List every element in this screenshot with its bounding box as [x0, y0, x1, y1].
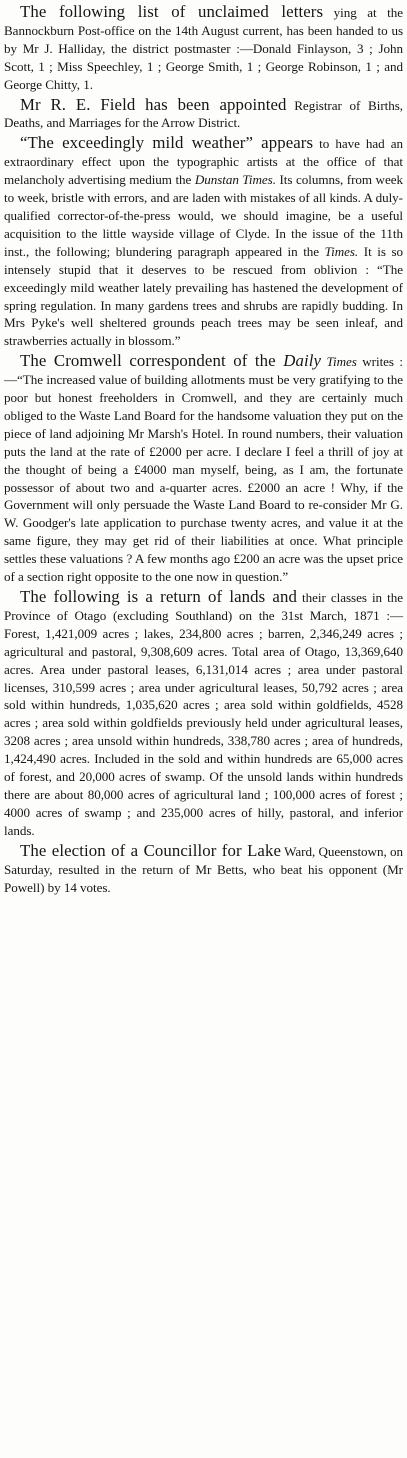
paragraph-cromwell-correspondent — [4, 352, 403, 586]
paragraph-body: Ward, Queenstown, on Saturday, resulted in the return of Mr Betts, who beat his opponent (Mr Powell) by 14 votes. — [4, 843, 403, 895]
paragraph-registrar-appointment — [4, 96, 403, 133]
paragraph-lead: Mr R. E. Field has been appointed — [20, 94, 287, 114]
paragraph-lead: The election of a Councillor for Lake — [20, 840, 282, 860]
paragraph-councillor-election — [4, 842, 403, 897]
paragraph-lead: The following is a return of lands and — [20, 587, 297, 606]
newspaper-title-italic: Times — [326, 354, 357, 370]
paragraph-unclaimed-letters — [4, 3, 403, 94]
paragraph-mild-weather — [4, 134, 403, 350]
paragraph-otago-land-return — [4, 588, 403, 840]
paragraph-body: Registrar of Births, Deaths, and Marriages for the Arrow District. — [4, 97, 403, 131]
paragraph-body: their classes in the Province of Otago (excluding Southland) on the 31st March, 1871 :—Forest, 1,421,009 acres ; lakes, 234,800 acres ; barren, 2,346,249 acres ; agricultural and pastoral, 9,308,609 acres. Total area of Otago, 13,369,640 acres. Area under pastoral leases, 6,131,014 acres ; area under pastoral licenses, 310,599 acres ; area under agricultural leases, 50,792 acres ; area sold within hundreds, 1,035,620 acres ; area sold within goldfields, 4528 acres ; area sold within goldfields previously held under agricultural leases, 3208 acres ; area unsold within hundreds, 338,780 acres ; area of hundreds, 1,424,490 acres. Included in the sold and within hundreds are 65,000 acres of forest, and 20,000 acres of swamp. Of the unsold lands within hundreds there are about 80,000 acres of agricultural land ; 100,000 acres of forest ; 4000 acres of swamp ; and 235,000 acres of hilly, pastoral, and inferior lands. — [4, 590, 403, 838]
paragraph-body: to have had an extraordinary effect upon the typographic artists at the office of that melancholy advertising medium the — [4, 136, 403, 188]
paragraph-body: ying at the Bannockburn Post-office on the 14th August current, has been handed to us by Mr J. Halliday, the district postmaster :—Donald Finlayson, 3 ; John Scott, 1 ; Miss Speechley, 1 ; George Smith, 1 ; George Robinson, 1 ; and George Chitty, 1. — [4, 5, 403, 92]
newspaper-title-italic: Times. — [324, 243, 359, 259]
paragraph-body: It is so intensely stupid that it deserves to be rescued from oblivion : “The exceedingly mild weather lately prevailing has hastened the development of spring regulation. In many gardens trees and shrubs are rapidly budding. In Mrs Pyke's well sheltered grounds peach trees may be seen inleaf, and strawberries actually in blossom.” — [4, 243, 403, 349]
newspaper-title-italic: Dunstan Times. — [194, 172, 276, 188]
paragraph-lead: The Cromwell correspondent of the — [20, 351, 284, 371]
paragraph-lead: The following list of unclaimed letters — [20, 2, 324, 21]
paragraph-body: Its columns, from week to week, bristle with errors, and are laden with mistakes of all kinds. A duly-qualified corrector-of-the-press would, we should imagine, be a useful acquisition to the little wayside village of Clyde. In the issue of the 11th inst., the following; blundering paragraph appeared in the — [4, 172, 403, 259]
paragraph-body: writes :—“The increased value of building allotments must be very gratifying to the poor but honest freeholders in Cromwell, and they are certainly much obliged to the Waste Land Board for the handsome valuation they put on the piece of land adjoining Mr Marsh's Hotel. In round numbers, their valuation puts the land at the rate of £2000 per acre. I declare I feel a thrill of joy at the thought of being a £4000 man myself, being, as I am, the fortunate possessor of about two and a-quarter acres. £2000 an acre ! Why, if the Government will only persuade the Waste Land Board to re-consider Mr G. W. Goodger's late application to purchase twenty acres, and value it at the same figure, they may get rid of their liabilities at once. What principle settles these valuations ? A few months ago £200 an acre was the upset price of a section right opposite to the one now in question.” — [4, 354, 403, 585]
paragraph-lead: “The exceedingly mild weather” appears — [20, 133, 314, 153]
newspaper-title-italic: Daily — [283, 351, 322, 371]
